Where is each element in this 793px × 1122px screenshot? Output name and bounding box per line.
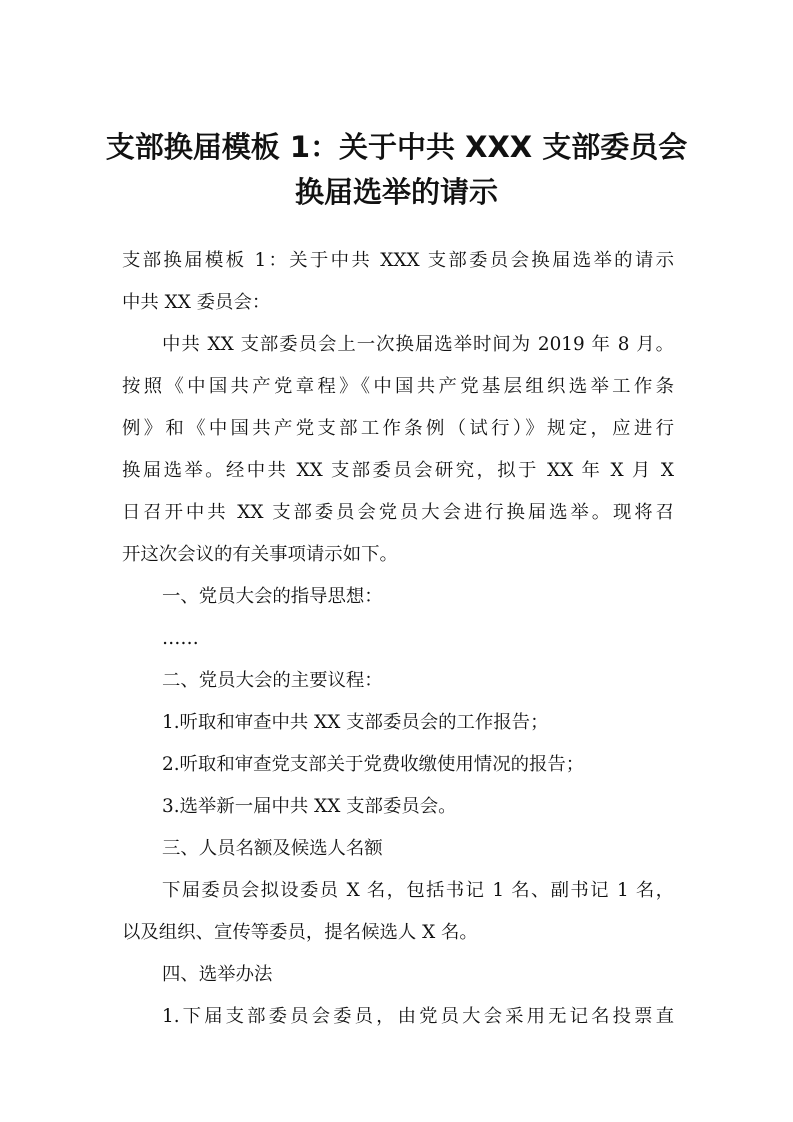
agenda-item-1: 1.听取和审查中共 XX 支部委员会的工作报告；: [162, 712, 549, 733]
agenda-item-3: 3.选举新一届中共 XX 支部委员会。: [162, 796, 457, 817]
body-line-addressee: 中共 XX 委员会：: [122, 292, 271, 313]
section-heading-2: 二、党员大会的主要议程：: [162, 670, 383, 691]
body-line-paragraph-1: 中共 XX 支部委员会上一次换届选举时间为 2019 年 8 月。: [162, 334, 674, 355]
section-heading-1: 一、党员大会的指导思想：: [162, 586, 383, 607]
agenda-item-2: 2.听取和审查党支部关于党费收缴使用情况的报告；: [162, 754, 585, 775]
body-line-paragraph-1: 换届选举。经中共 XX 支部委员会研究，拟于 XX 年 X 月 X: [122, 460, 674, 481]
election-method-item-1: 1.下届支部委员会委员，由党员大会采用无记名投票直: [162, 1006, 674, 1027]
document-title-line-1: 支部换届模板 1：关于中共 XXX 支部委员会: [105, 130, 688, 164]
section-heading-4: 四、选举办法: [162, 964, 273, 985]
document-title-line-2: 换届选举的请示: [294, 175, 498, 209]
body-line-quota: 以及组织、宣传等委员，提名候选人 X 名。: [122, 922, 478, 943]
ellipsis-line: ……: [162, 628, 199, 649]
body-line-paragraph-1: 按照《中国共产党章程》《中国共产党基层组织选举工作条: [122, 376, 674, 397]
body-line-quota: 下届委员会拟设委员 X 名，包括书记 1 名、副书记 1 名，: [162, 880, 674, 901]
body-line-paragraph-1: 例》和《中国共产党支部工作条例（试行）》规定，应进行: [122, 418, 674, 439]
body-line-paragraph-1: 开这次会议的有关事项请示如下。: [122, 544, 398, 565]
body-line-paragraph-1: 日召开中共 XX 支部委员会党员大会进行换届选举。现将召: [122, 502, 674, 523]
document-body: [122, 240, 674, 1038]
section-heading-3: 三、人员名额及候选人名额: [162, 838, 383, 859]
body-line-subject: 支部换届模板 1：关于中共 XXX 支部委员会换届选举的请示: [122, 250, 674, 271]
